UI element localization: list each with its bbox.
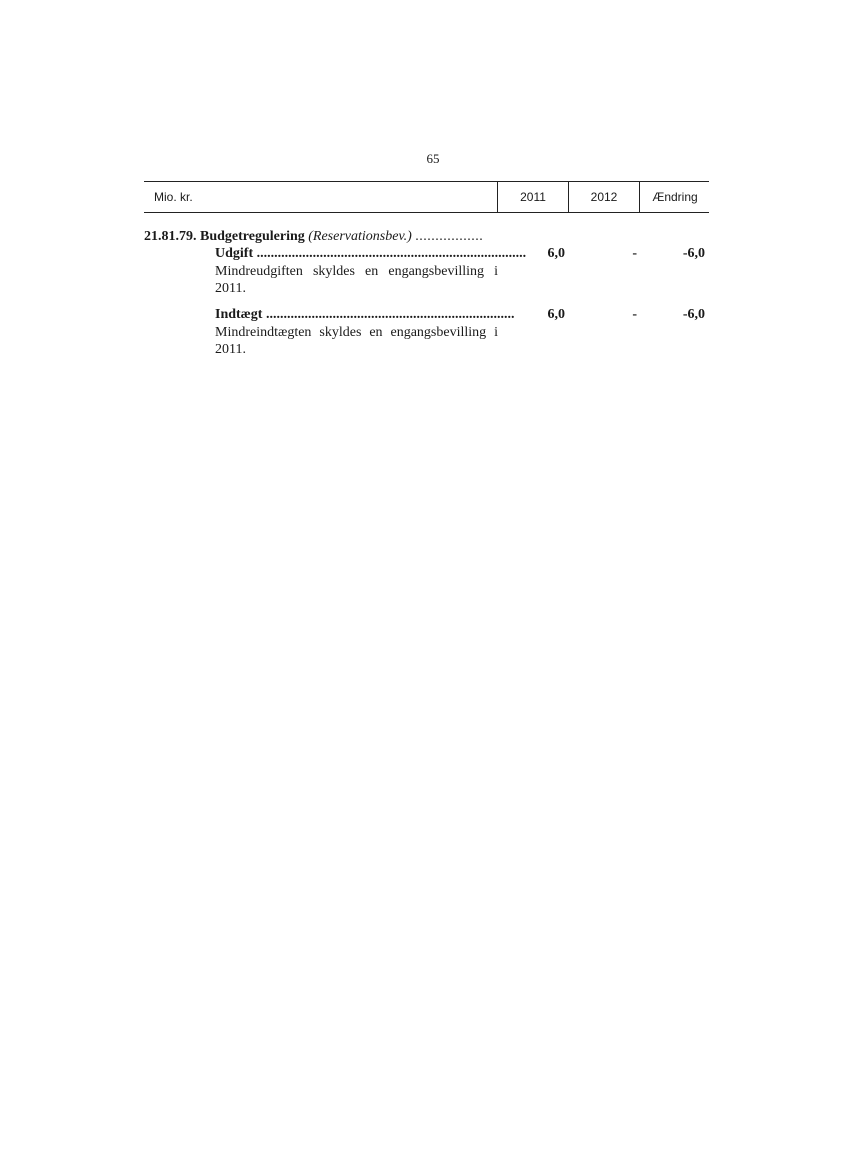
value-2011: 6,0: [547, 246, 565, 261]
page-number: 65: [426, 151, 440, 166]
header-2011: 2011: [497, 182, 568, 212]
value-change: -6,0: [682, 307, 705, 322]
row-dots: .............................................................................: [256, 246, 527, 261]
entry-type: (Reservationsbev.): [308, 229, 412, 244]
value-2012: -: [632, 307, 637, 322]
entry-name: Budgetregulering: [200, 229, 305, 244]
row-label-line: [215, 246, 527, 262]
header-2012: 2012: [568, 182, 639, 212]
row-description: Mindreindtægten skyldes en engangsbevilling i 2011.: [215, 325, 498, 357]
entry-number: 21.81.79.: [144, 229, 197, 244]
table-header: [144, 181, 709, 213]
value-change: -6,0: [682, 246, 705, 261]
row-label: Udgift: [215, 246, 254, 261]
header-change: Ændring: [639, 182, 710, 212]
entry-title: [144, 229, 504, 245]
row-dots: .......................................................................: [265, 307, 515, 322]
entry-leader-dots: .................: [415, 229, 484, 244]
row-description: Mindreudgiften skyldes en engangsbevilling i 2011.: [215, 264, 498, 296]
value-2011: 6,0: [547, 307, 565, 322]
value-2012: -: [632, 246, 637, 261]
row-label-line: [215, 307, 515, 323]
header-unit: Mio. kr.: [154, 190, 193, 204]
row-label: Indtægt: [215, 307, 263, 322]
